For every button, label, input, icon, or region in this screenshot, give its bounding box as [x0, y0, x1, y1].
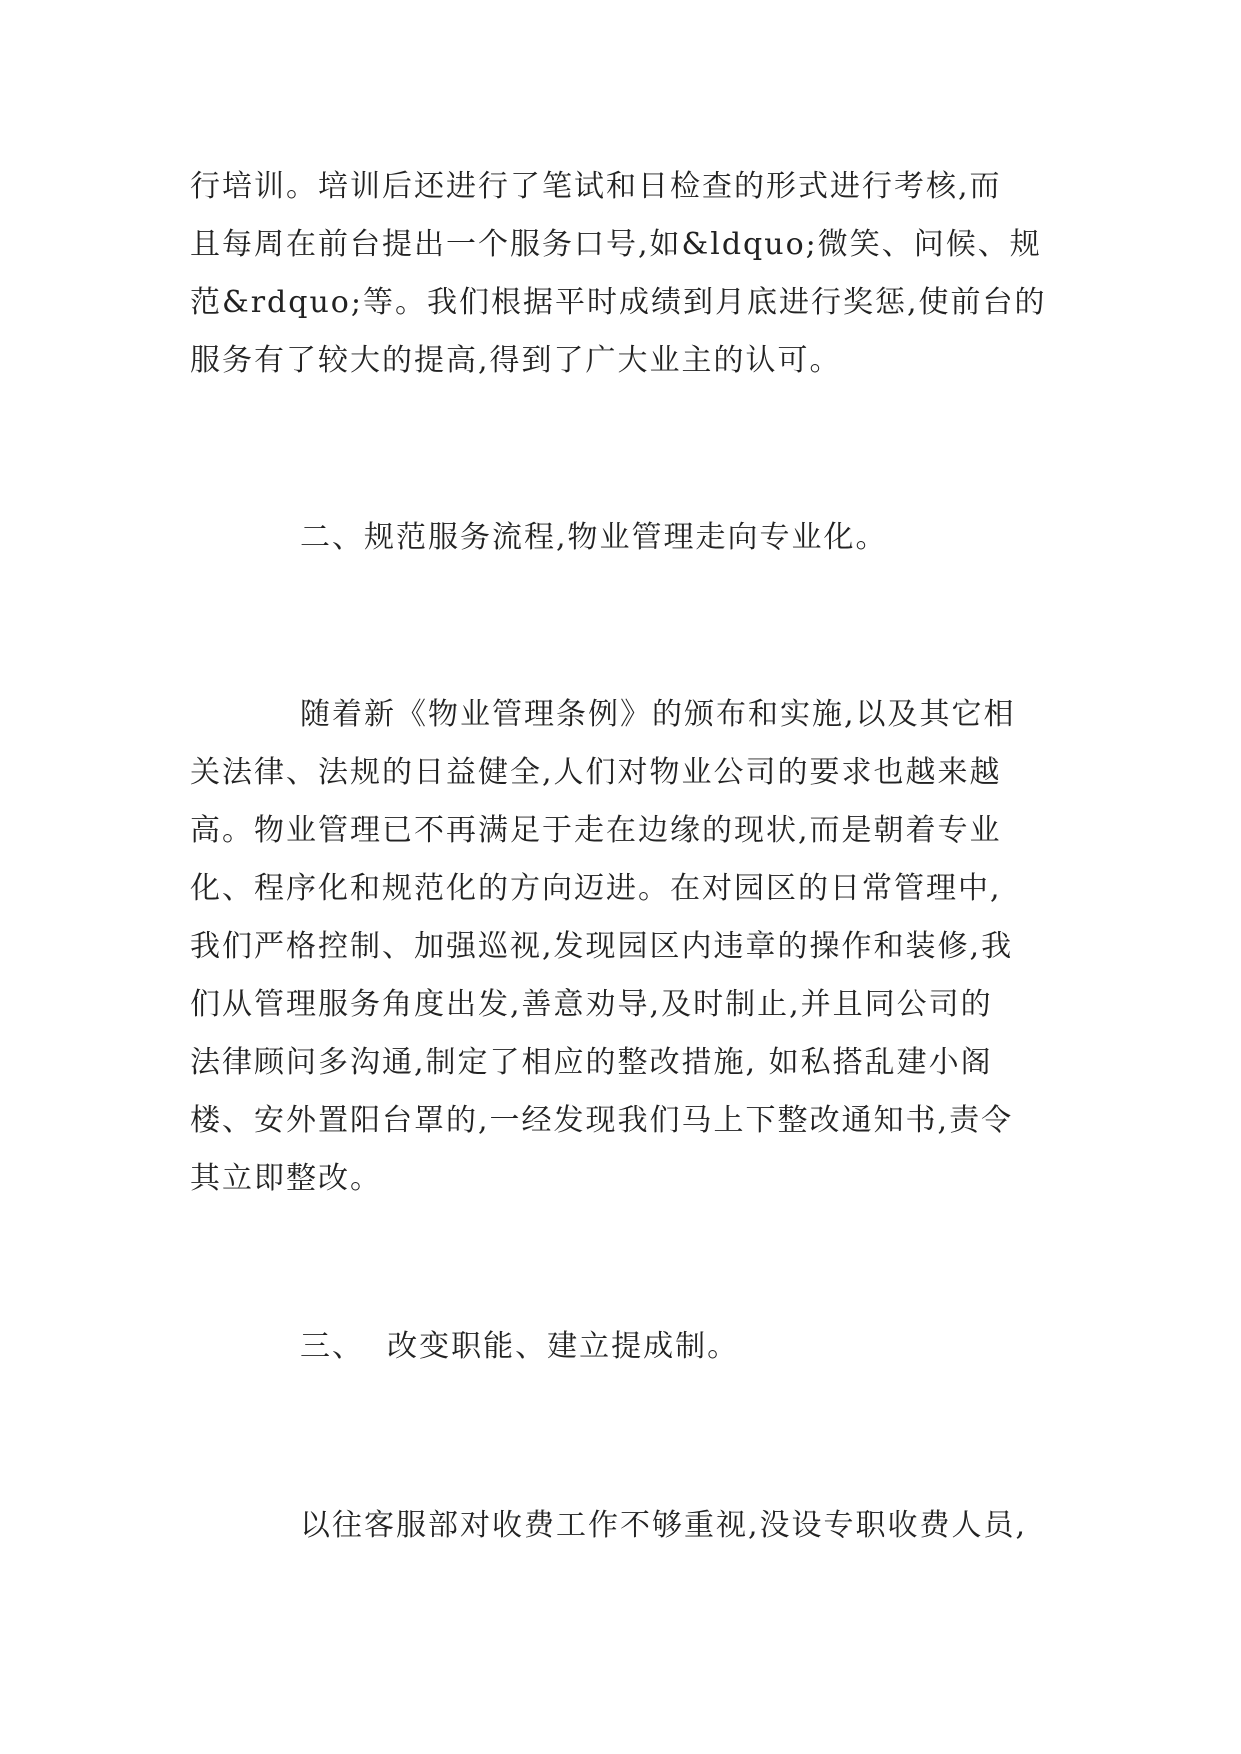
paragraph-regulation — [190, 686, 1050, 1208]
text-line: 高。物业管理已不再满足于走在边缘的现状,而是朝着专业 — [190, 813, 1002, 848]
section-heading-3 — [190, 1318, 1050, 1376]
paragraph-fees — [190, 1497, 1050, 1555]
text-line: 化、程序化和规范化的方向迈进。在对园区的日常管理中, — [190, 871, 1002, 906]
text-line: 服务有了较大的提高,得到了广大业主的认可。 — [190, 343, 842, 378]
text-line: 行培训。培训后还进行了笔试和日检查的形式进行考核,而 — [190, 169, 1002, 204]
text-line: 随着新《物业管理条例》的颁布和实施,以及其它相 — [300, 697, 1016, 732]
heading-text: 二、规范服务流程,物业管理走向专业化。 — [300, 520, 888, 555]
text-line: 们从管理服务角度出发,善意劝导,及时制止,并且同公司的 — [190, 987, 993, 1022]
heading-text: 三、 改变职能、建立提成制。 — [300, 1329, 740, 1364]
text-line: 以往客服部对收费工作不够重视,没设专职收费人员, — [300, 1508, 1028, 1543]
text-line: 且每周在前台提出一个服务口号,如&ldquo;微笑、问候、规 — [190, 227, 1042, 262]
section-heading-2 — [190, 509, 1050, 567]
text-line: 范&rdquo;等。我们根据平时成绩到月底进行奖惩,使前台的 — [190, 285, 1047, 320]
text-line: 关法律、法规的日益健全,人们对物业公司的要求也越来越 — [190, 755, 1002, 790]
text-line: 我们严格控制、加强巡视,发现园区内违章的操作和装修,我 — [190, 929, 1014, 964]
text-line: 法律顾问多沟通,制定了相应的整改措施, 如私搭乱建小阁 — [190, 1045, 993, 1080]
text-line: 楼、安外置阳台罩的,一经发现我们马上下整改通知书,责令 — [190, 1103, 1014, 1138]
text-line: 其立即整改。 — [190, 1161, 382, 1196]
paragraph-training — [190, 158, 1050, 390]
